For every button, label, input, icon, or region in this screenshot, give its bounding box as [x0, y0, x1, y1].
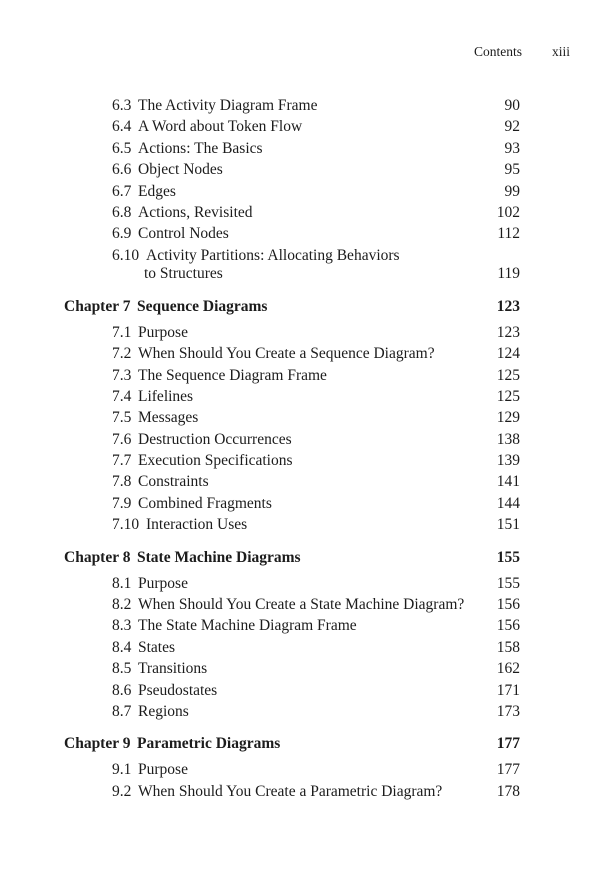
section-title: Purpose — [138, 574, 188, 592]
chapter-number: Chapter 8 — [64, 548, 131, 566]
section-title: When Should You Create a State Machine Diagram? — [138, 596, 465, 614]
page-number: 112 — [497, 225, 520, 243]
section-number: 6.6 — [112, 161, 132, 179]
page-number: 156 — [496, 596, 520, 614]
toc-section-entry — [0, 495, 592, 516]
section-number: 7.3 — [112, 366, 132, 384]
section-number: 7.2 — [112, 345, 132, 363]
section-title: Constraints — [138, 473, 209, 491]
section-title: Actions: The Basics — [138, 139, 263, 157]
toc-section-entry — [0, 409, 592, 430]
section-number: 9.2 — [112, 782, 132, 800]
section-title: Combined Fragments — [138, 494, 272, 512]
page-number: 93 — [504, 139, 520, 157]
section-title: Lifelines — [138, 387, 194, 405]
section-title: The Activity Diagram Frame — [138, 97, 318, 114]
section-title: When Should You Create a Parametric Diagram? — [138, 782, 443, 800]
toc-chapter-entry — [0, 549, 592, 575]
section-number: 8.4 — [112, 638, 132, 656]
toc-section-entry — [0, 247, 592, 287]
section-title: The State Machine Diagram Frame — [138, 617, 357, 635]
section-number: 6.10 — [112, 246, 140, 264]
section-number: 7.4 — [112, 387, 132, 405]
toc-section-entry — [0, 204, 592, 225]
section-number: 6.3 — [112, 97, 132, 114]
section-title: States — [138, 638, 176, 656]
section-number: 7.6 — [112, 430, 132, 448]
section-number: 7.8 — [112, 473, 132, 491]
toc-section-entry — [0, 452, 592, 473]
section-number: 6.8 — [112, 203, 132, 221]
toc-section-entry — [0, 783, 592, 804]
page-number: 129 — [496, 409, 520, 427]
section-title: Actions, Revisited — [138, 203, 253, 221]
chapter-number: Chapter 7 — [64, 297, 131, 315]
page-number: 155 — [496, 548, 520, 566]
page-number: 95 — [504, 161, 520, 179]
page-number: 123 — [496, 323, 520, 341]
toc-section-entry — [0, 118, 592, 139]
section-number: 7.1 — [112, 323, 132, 341]
section-title: Purpose — [138, 323, 188, 341]
section-title: Transitions — [138, 660, 208, 678]
page-number: 144 — [496, 494, 520, 512]
section-number: 8.2 — [112, 596, 132, 614]
toc-section-entry — [0, 431, 592, 452]
section-title: Regions — [138, 702, 189, 720]
section-title: Interaction Uses — [146, 516, 248, 534]
header-section-title: Contents — [474, 44, 523, 59]
section-number: 6.5 — [112, 139, 132, 157]
section-title: Execution Specifications — [138, 452, 293, 470]
section-number: 8.1 — [112, 574, 132, 592]
toc-section-entry — [0, 639, 592, 660]
page-number: 155 — [496, 574, 520, 592]
toc-section-entry — [0, 516, 592, 537]
toc-section-entry — [0, 388, 592, 409]
toc-section-entry — [0, 140, 592, 161]
toc-section-entry — [0, 682, 592, 703]
page-number: 139 — [496, 452, 520, 470]
toc-section-entry — [0, 324, 592, 345]
page-number: 156 — [496, 617, 520, 635]
page-number: 177 — [496, 761, 520, 779]
toc-section-entry — [0, 345, 592, 366]
toc-section-entry — [0, 183, 592, 204]
section-number: 7.7 — [112, 452, 132, 470]
toc-section-entry — [0, 367, 592, 388]
header-page-number: xiii — [552, 44, 571, 59]
section-title: Activity Partitions: Allocating Behaviors — [146, 246, 400, 264]
page-number: 171 — [496, 681, 520, 699]
section-number: 8.6 — [112, 681, 132, 699]
page-number: 92 — [504, 118, 520, 136]
page-number: 123 — [496, 297, 520, 315]
section-title: Destruction Occurrences — [138, 430, 292, 448]
page-number: 125 — [496, 387, 520, 405]
page-number: 151 — [496, 516, 520, 534]
section-title-continuation: to Structures — [144, 264, 223, 282]
section-title: Object Nodes — [138, 161, 223, 179]
section-title: The Sequence Diagram Frame — [138, 366, 327, 384]
page-number: 124 — [496, 345, 520, 363]
section-number: 6.4 — [112, 118, 132, 136]
toc-section-entry — [0, 575, 592, 596]
section-title: Messages — [138, 409, 199, 427]
toc-section-entry — [0, 225, 592, 246]
chapter-title: State Machine Diagrams — [137, 548, 301, 566]
section-number: 6.9 — [112, 225, 132, 243]
section-title: Control Nodes — [138, 225, 229, 243]
page-number: 178 — [496, 782, 520, 800]
page-number: 102 — [496, 203, 520, 221]
section-title: A Word about Token Flow — [138, 118, 303, 136]
section-title: When Should You Create a Sequence Diagram? — [138, 345, 435, 363]
running-header — [0, 44, 592, 64]
page-number: 173 — [496, 702, 520, 720]
section-number: 7.9 — [112, 494, 132, 512]
page-number: 177 — [496, 735, 520, 753]
section-title: Pseudostates — [138, 681, 218, 699]
toc-section-entry — [0, 703, 592, 724]
section-number: 6.7 — [112, 182, 132, 200]
toc-section-entry — [0, 660, 592, 681]
chapter-title: Sequence Diagrams — [137, 297, 268, 315]
page-number: 119 — [497, 264, 520, 282]
section-number: 8.3 — [112, 617, 132, 635]
toc-section-entry — [0, 596, 592, 617]
toc-section-entry — [0, 97, 592, 118]
section-number: 7.5 — [112, 409, 132, 427]
page-number: 99 — [504, 182, 520, 200]
page-number: 125 — [496, 366, 520, 384]
section-title: Edges — [138, 182, 176, 200]
page-number: 90 — [504, 97, 520, 114]
page-number: 158 — [496, 638, 520, 656]
section-number: 8.7 — [112, 702, 132, 720]
toc-section-entry — [0, 161, 592, 182]
toc-chapter-entry — [0, 735, 592, 761]
section-number: 7.10 — [112, 516, 140, 534]
toc-section-entry — [0, 617, 592, 638]
section-number: 9.1 — [112, 761, 132, 779]
toc-chapter-entry — [0, 298, 592, 324]
toc-section-entry — [0, 761, 592, 782]
section-title: Purpose — [138, 761, 188, 779]
page-number: 138 — [496, 430, 520, 448]
table-of-contents — [0, 97, 592, 804]
chapter-number: Chapter 9 — [64, 735, 131, 753]
toc-section-entry — [0, 473, 592, 494]
page-number: 162 — [496, 660, 520, 678]
page-number: 141 — [496, 473, 520, 491]
section-number: 8.5 — [112, 660, 132, 678]
chapter-title: Parametric Diagrams — [137, 735, 281, 753]
